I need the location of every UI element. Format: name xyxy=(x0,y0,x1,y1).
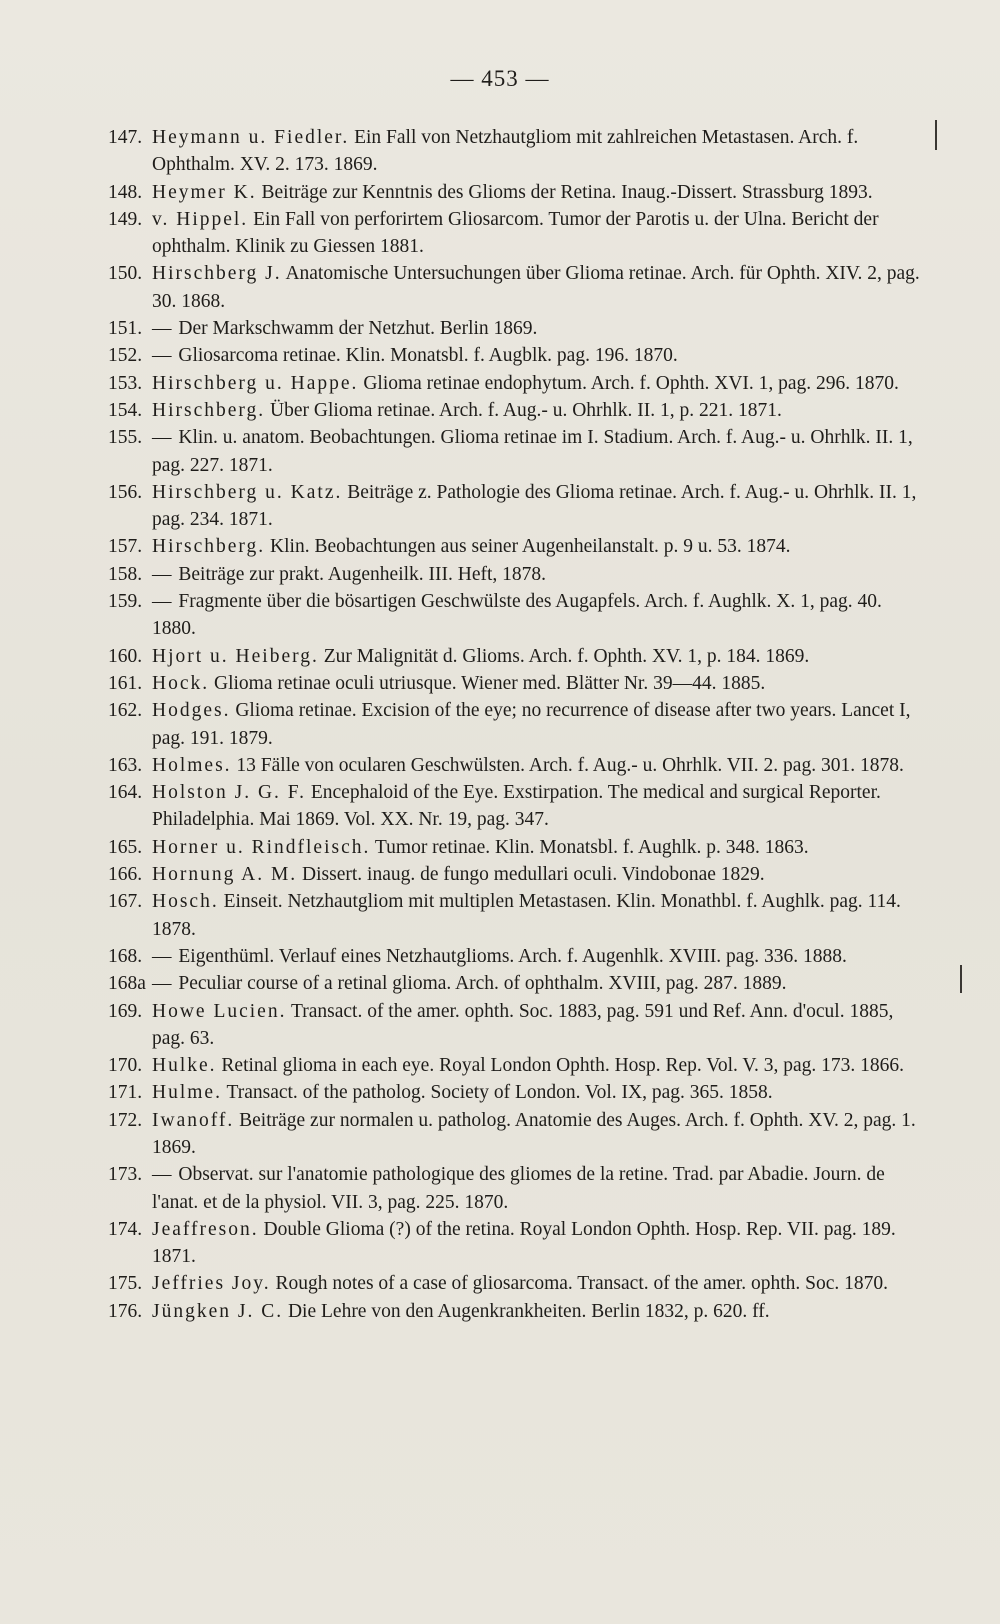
entry-title: Beiträge zur prakt. Augenheilk. III. Heft, 1878. xyxy=(178,563,547,585)
entry-title: 13 Fälle von ocularen Geschwülsten. Arch. f. Aug.- u. Ohrhlk. VII. 2. pag. 301. 1878. xyxy=(236,754,904,776)
entry-title: Glioma retinae. Excision of the eye; no recurrence of disease after two years. Lancet I, pag. 191. 1879. xyxy=(152,700,911,749)
margin-mark xyxy=(960,965,962,993)
bibliography-entry xyxy=(108,1298,930,1325)
entry-author: — xyxy=(152,945,174,967)
entry-author: Heymann u. Fiedler. xyxy=(152,127,350,148)
entry-number: 171. xyxy=(108,1082,143,1104)
entry-number: 154. xyxy=(108,399,143,421)
bibliography-entry xyxy=(108,1270,930,1297)
entry-number: 176. xyxy=(108,1300,143,1322)
bibliography-entry xyxy=(108,752,930,779)
entry-number: 157. xyxy=(108,536,143,558)
entry-number: 147. xyxy=(108,127,143,148)
bibliography-entry xyxy=(108,179,930,206)
entry-title: Retinal glioma in each eye. Royal London Ophth. Hosp. Rep. Vol. V. 3, pag. 173. 1866. xyxy=(221,1055,905,1077)
entry-author: Hulme. xyxy=(152,1082,222,1104)
entry-number: 175. xyxy=(108,1273,143,1295)
entry-author: Hulke. xyxy=(152,1055,217,1077)
entry-author: Hirschberg J. xyxy=(152,263,282,285)
bibliography-entry xyxy=(108,479,930,534)
entry-author: Hirschberg u. Happe. xyxy=(152,372,359,394)
bibliography-entry xyxy=(108,370,930,397)
entry-title: Gliosarcoma retinae. Klin. Monatsbl. f. Augblk. pag. 196. 1870. xyxy=(178,345,678,367)
entry-title: Eigenthüml. Verlauf eines Netzhautglioms. Arch. f. Augenhlk. XVIII. pag. 336. 1888. xyxy=(178,945,847,967)
entry-author: Jüngken J. C. xyxy=(152,1300,284,1322)
entry-number: 151. xyxy=(108,318,143,340)
entry-title: Transact. of the patholog. Society of London. Vol. IX, pag. 365. 1858. xyxy=(226,1082,773,1104)
bibliography-entry xyxy=(108,1079,930,1106)
entry-title: Beiträge z. Pathologie des Glioma retinae. Arch. f. Aug.- u. Ohrhlk. II. 1, pag. 234. 1871. xyxy=(152,481,917,531)
entry-number: 168a xyxy=(108,973,146,995)
entry-number: 148. xyxy=(108,181,143,203)
bibliography-entry xyxy=(108,834,930,861)
entry-author: Hirschberg u. Katz. xyxy=(152,481,343,503)
entry-title: Transact. of the amer. ophth. Soc. 1883, pag. 591 und Ref. Ann. d'ocul. 1885, pag. 63. xyxy=(152,1000,894,1049)
entry-author: — xyxy=(152,973,174,995)
bibliography-entry xyxy=(108,561,930,588)
entry-number: 162. xyxy=(108,700,143,722)
entry-number: 152. xyxy=(108,345,143,367)
entry-number: 159. xyxy=(108,591,143,613)
entry-number: 170. xyxy=(108,1055,143,1077)
entry-title: Klin. u. anatom. Beobachtungen. Glioma retinae im I. Stadium. Arch. f. Aug.- u. Ohrhlk. II. 1, pag. 227. 1871. xyxy=(152,427,913,476)
entry-author: Howe Lucien. xyxy=(152,1000,287,1022)
entry-title: Ein Fall von Netzhautgliom mit zahlreichen Metastasen. Arch. f. Ophthalm. XV. 2. 173. 1869. xyxy=(152,127,859,176)
entry-title: Anatomische Untersuchungen über Glioma retinae. Arch. für Ophth. XIV. 2, pag. 30. 1868. xyxy=(152,263,920,312)
bibliography-entry xyxy=(108,1107,930,1162)
bibliography-entry xyxy=(108,424,930,479)
entry-title: Double Glioma (?) of the retina. Royal London Ophth. Hosp. Rep. VII. pag. 189. 1871. xyxy=(152,1218,896,1268)
entry-author: Hosch. xyxy=(152,891,219,913)
bibliography-entry xyxy=(108,998,930,1053)
entry-author: Heymer K. xyxy=(152,181,257,203)
entry-number: 155. xyxy=(108,427,143,449)
entry-title: Fragmente über die bösartigen Geschwülste des Augapfels. Arch. f. Aughlk. X. 1, pag. 40. 1880. xyxy=(152,591,882,640)
bibliography-entry xyxy=(108,397,930,424)
entry-number: 160. xyxy=(108,645,143,667)
entry-number: 168. xyxy=(108,945,143,967)
entry-title: Die Lehre von den Augenkrankheiten. Berlin 1832, p. 620. ff. xyxy=(287,1300,770,1322)
entry-author: Hjort u. Heiberg. xyxy=(152,645,319,667)
bibliography-entry xyxy=(108,943,930,970)
entry-title: Zur Malignität d. Glioms. Arch. f. Ophth. XV. 1, p. 184. 1869. xyxy=(323,645,810,667)
bibliography-entry xyxy=(108,697,930,752)
bibliography-entry xyxy=(108,533,930,560)
entry-author: Holmes. xyxy=(152,754,232,776)
bibliography-entry xyxy=(108,1161,930,1216)
bibliography-entry xyxy=(108,670,930,697)
entry-title: Klin. Beobachtungen aus seiner Augenheilanstalt. p. 9 u. 53. 1874. xyxy=(270,536,791,558)
entry-number: 164. xyxy=(108,782,143,804)
page-number: — 453 — xyxy=(450,66,550,91)
entry-number: 149. xyxy=(108,208,143,230)
entry-title: Encephaloid of the Eye. Exstirpation. The medical and surgical Reporter. Philadelphia. Mai 1869. Vol. XX. Nr. 19, pag. 347. xyxy=(152,782,881,831)
entry-title: Beiträge zur normalen u. patholog. Anatomie des Auges. Arch. f. Ophth. XV. 2, pag. 1. 1869. xyxy=(152,1109,916,1158)
entry-author: Iwanoff. xyxy=(152,1109,235,1131)
entry-number: 158. xyxy=(108,563,143,585)
bibliography-entry xyxy=(108,779,930,834)
bibliography-entry xyxy=(108,643,930,670)
entry-number: 153. xyxy=(108,372,143,394)
entry-title: Glioma retinae oculi utriusque. Wiener med. Blätter Nr. 39—44. 1885. xyxy=(214,672,766,694)
entry-author: Jeffries Joy. xyxy=(152,1273,271,1295)
bibliography-entry xyxy=(108,1216,930,1271)
entry-number: 163. xyxy=(108,754,143,776)
entry-author: — xyxy=(152,427,174,449)
entry-author: — xyxy=(152,345,174,367)
bibliography-entry xyxy=(108,260,930,315)
entry-author: — xyxy=(152,591,174,613)
entry-author: Hodges. xyxy=(152,700,231,722)
entry-number: 165. xyxy=(108,836,143,858)
margin-mark xyxy=(935,120,937,150)
entry-title: Glioma retinae endophytum. Arch. f. Ophth. XVI. 1, pag. 296. 1870. xyxy=(363,372,899,394)
entry-title: Über Glioma retinae. Arch. f. Aug.- u. Ohrhlk. II. 1, p. 221. 1871. xyxy=(270,399,782,421)
bibliography-entry xyxy=(108,206,930,261)
bibliography-entry xyxy=(108,342,930,369)
entry-author: Hirschberg. xyxy=(152,399,266,421)
bibliography-entry xyxy=(108,588,930,643)
entry-author: Holston J. G. F. xyxy=(152,782,306,804)
entry-number: 167. xyxy=(108,891,143,913)
entry-title: Beiträge zur Kenntnis des Glioms der Retina. Inaug.-Dissert. Strassburg 1893. xyxy=(261,181,873,203)
entry-author: Horner u. Rindfleisch. xyxy=(152,836,371,858)
entry-author: — xyxy=(152,563,174,585)
bibliography-list xyxy=(108,124,930,1325)
entry-number: 156. xyxy=(108,481,143,503)
entry-title: Einseit. Netzhautgliom mit multiplen Metastasen. Klin. Monathbl. f. Aughlk. pag. 114. 1878. xyxy=(152,891,901,940)
entry-title: Observat. sur l'anatomie pathologique des gliomes de la retine. Trad. par Abadie. Journ. de l'anat. et de la physiol. VII. 3, pag. 225. 1870. xyxy=(152,1164,885,1213)
entry-author: — xyxy=(152,318,174,340)
entry-number: 166. xyxy=(108,864,143,886)
bibliography-entry xyxy=(108,315,930,342)
entry-title: Rough notes of a case of gliosarcoma. Transact. of the amer. ophth. Soc. 1870. xyxy=(275,1273,888,1295)
entry-number: 150. xyxy=(108,263,143,285)
entry-author: Hock. xyxy=(152,672,210,694)
entry-number: 173. xyxy=(108,1164,143,1186)
entry-author: — xyxy=(152,1164,174,1186)
bibliography-entry xyxy=(108,888,930,943)
entry-title: Der Markschwamm der Netzhut. Berlin 1869. xyxy=(178,318,538,340)
entry-title: Peculiar course of a retinal glioma. Arch. of ophthalm. XVIII, pag. 287. 1889. xyxy=(178,973,787,995)
entry-number: 172. xyxy=(108,1109,143,1131)
entry-number: 161. xyxy=(108,672,143,694)
bibliography-entry xyxy=(108,124,930,179)
bibliography-entry xyxy=(108,1052,930,1079)
entry-title: Dissert. inaug. de fungo medullari oculi. Vindobonae 1829. xyxy=(302,864,765,886)
entry-author: Hornung A. M. xyxy=(152,864,298,886)
entry-number: 174. xyxy=(108,1218,143,1240)
entry-author: v. Hippel. xyxy=(152,208,249,230)
entry-title: Ein Fall von perforirtem Gliosarcom. Tumor der Parotis u. der Ulna. Bericht der ophthalm. Klinik zu Giessen 1881. xyxy=(152,208,879,258)
entry-author: Jeaffreson. xyxy=(152,1218,259,1240)
bibliography-entry xyxy=(108,970,930,997)
entry-author: Hirschberg. xyxy=(152,536,266,558)
entry-number: 169. xyxy=(108,1000,143,1022)
entry-title: Tumor retinae. Klin. Monatsbl. f. Aughlk. p. 348. 1863. xyxy=(374,836,809,858)
bibliography-entry xyxy=(108,861,930,888)
